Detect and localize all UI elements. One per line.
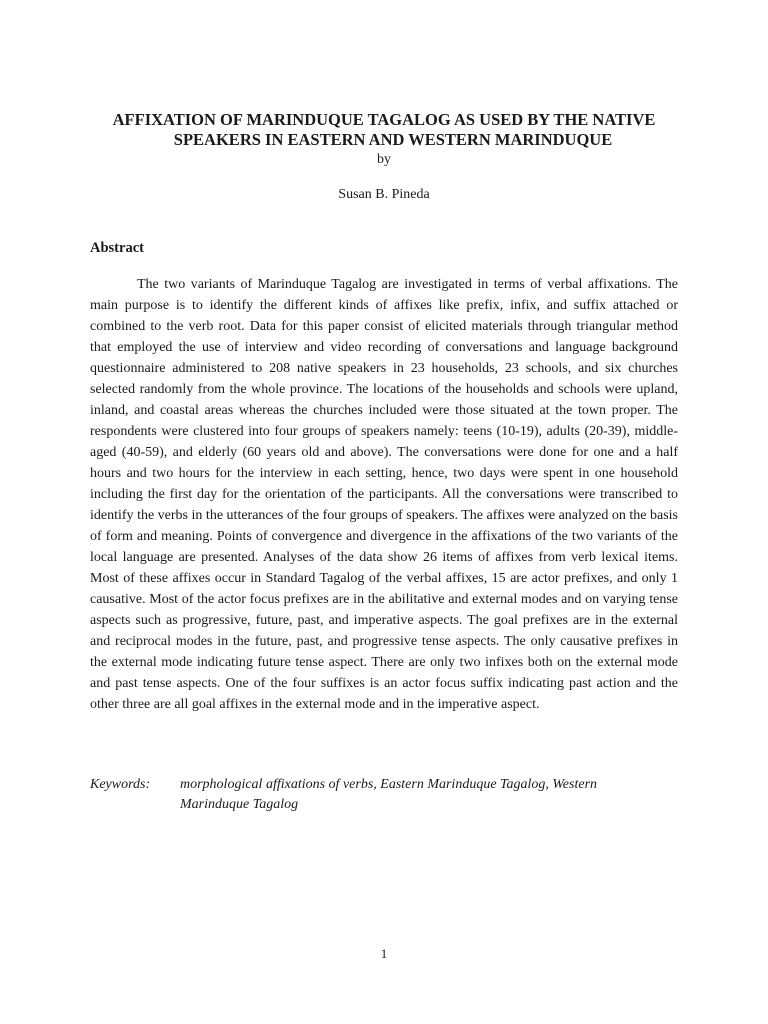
- title-line-2: SPEAKERS IN EASTERN AND WESTERN MARINDUQUE: [173, 130, 613, 149]
- page-number: 1: [380, 946, 388, 961]
- abstract-heading: Abstract: [90, 240, 144, 256]
- keywords-text: morphological affixations of verbs, Eastern Marinduque Tagalog, Western Marinduque Tagalog: [180, 777, 598, 812]
- byline: by: [377, 152, 391, 167]
- title-line-1: AFFIXATION OF MARINDUQUE TAGALOG AS USED BY THE NATIVE: [112, 110, 656, 129]
- abstract-body: The two variants of Marinduque Tagalog are investigated in terms of verbal affixations. The main purpose is to identify the different kinds of affixes like prefix, infix, and suffix attached or combined to the verb root. Data for this paper consist of elicited materials through triangular method that employed the use of interview and video recording of conversations and language background questionnaire administered to 208 native speakers in 23 households, 23 schools, and six churches selected randomly from the whole province. The locations of the households and schools were upland, inland, and coastal areas whereas the churches included were those situated at the town proper. The respondents were clustered into four groups of speakers namely: teens (10-19), adults (20-39), middle-aged (40-59), and elderly (60 years old and above). The conversations were done for one and a half hours and two hours for the interview in each setting, hence, two days were spent in one household including the first day for the orientation of the participants. All the conversations were transcribed to identify the verbs in the utterances of the four groups of speakers. The affixes were analyzed on the basis of form and meaning. Points of convergence and divergence in the affixations of the two variants of the local language are presented. Analyses of the data show 26 items of affixes from verb lexical items. Most of these affixes occur in Standard Tagalog of the verbal affixes, 15 are actor prefixes, and only 1 causative. Most of the actor focus prefixes are in the abilitative and external modes and on varying tense aspects such as progressive, future, past, and imperative aspects. The goal prefixes are in the external and reciprocal modes in the future, past, and progressive tense aspects. The only causative prefixes in the external mode indicating future tense aspect. There are only two infixes both on the external mode and past tense aspects. One of the four suffixes is an actor focus suffix indicating past action and the other three are all goal affixes in the external mode and in the imperative aspect.: [90, 277, 678, 712]
- paper-title: [60, 110, 708, 150]
- author-name: Susan B. Pineda: [338, 187, 430, 202]
- keywords-label: Keywords:: [90, 777, 151, 792]
